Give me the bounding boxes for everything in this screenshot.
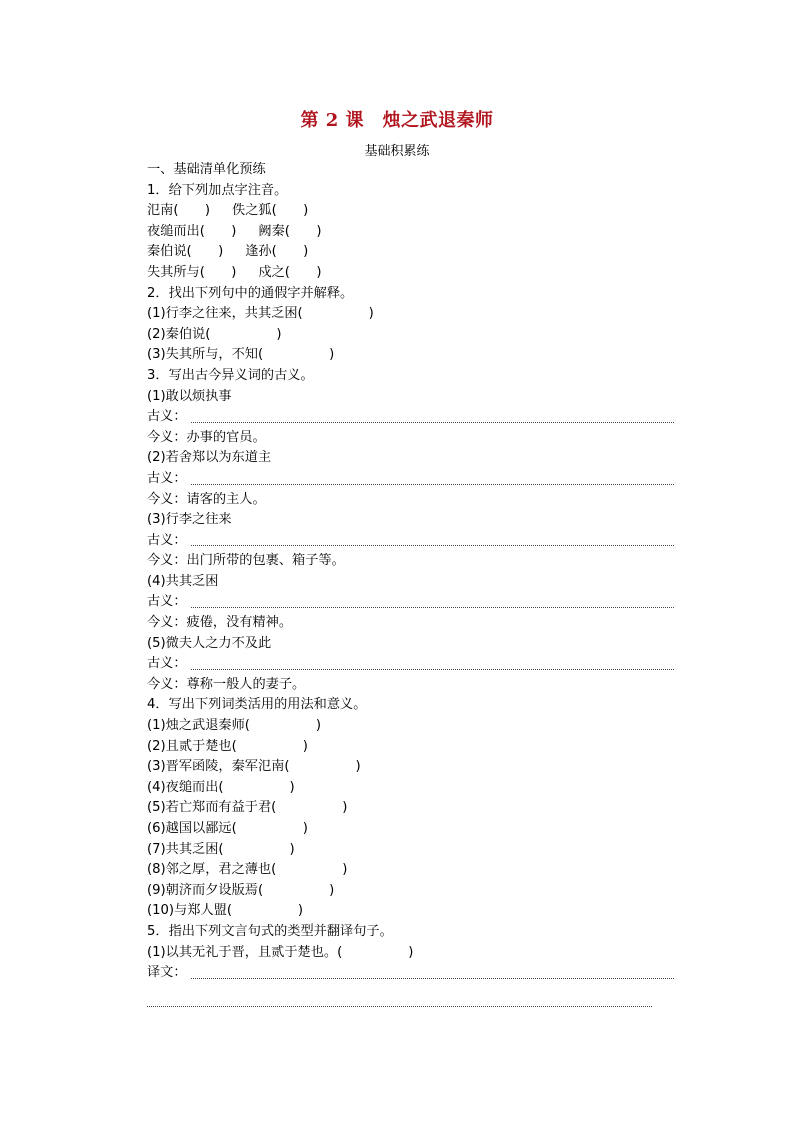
- question-item[interactable]: (9)朝济而夕设版焉( ): [147, 882, 335, 898]
- exercise-content: [147, 160, 674, 984]
- question-4-heading: 4．写出下列词类活用的用法和意义。: [147, 697, 367, 713]
- question-item[interactable]: (2)秦伯说( ): [147, 326, 282, 342]
- section-subtitle: 基础积累练: [364, 144, 430, 159]
- question-1-heading: 1．给下列加点字注音。: [147, 182, 288, 198]
- phrase: (3)行李之往来: [147, 512, 232, 528]
- question-item[interactable]: (6)越国以鄙远( ): [147, 821, 308, 836]
- answer-line[interactable]: [147, 654, 674, 675]
- answer-line[interactable]: [147, 592, 674, 613]
- ancient-label: 古义：: [147, 594, 187, 610]
- question-item[interactable]: (10)与郑人盟( ): [147, 903, 304, 919]
- pinyin-item[interactable]: 失其所与( ): [147, 264, 237, 280]
- question-item[interactable]: (7)共其乏困( ): [147, 841, 295, 857]
- pinyin-row: [147, 242, 674, 263]
- question-item[interactable]: (1)以其无礼于晋，且贰于楚也。( ): [147, 944, 414, 960]
- pinyin-item[interactable]: 氾南( ): [147, 203, 211, 219]
- question-5-heading: 5．指出下列文言句式的类型并翻译句子。: [147, 923, 393, 939]
- question-item[interactable]: (1)行李之往来，共其乏困( ): [147, 306, 374, 322]
- pinyin-item[interactable]: 佚之狐( ): [232, 203, 309, 219]
- pinyin-item[interactable]: 夜缒而出( ): [147, 223, 237, 239]
- question-item[interactable]: (1)烛之武退秦师( ): [147, 718, 322, 734]
- question-item[interactable]: (5)若亡郑而有益于君( ): [147, 800, 348, 816]
- modern-meaning: 今义：疲倦，没有精神。: [147, 615, 293, 631]
- pinyin-row: [147, 263, 674, 284]
- translation-label: 译文：: [147, 965, 187, 981]
- pinyin-row: [147, 201, 674, 222]
- ancient-label: 古义：: [147, 409, 187, 425]
- ancient-label: 古义：: [147, 656, 187, 672]
- phrase: (5)微夫人之力不及此: [147, 635, 272, 651]
- pinyin-item[interactable]: 阙秦( ): [258, 223, 322, 239]
- page-title: 第 2 课 烛之武退秦师: [300, 110, 494, 131]
- phrase: (1)敢以烦执事: [147, 388, 232, 404]
- question-3-heading: 3．写出古今异义词的古义。: [147, 367, 314, 383]
- question-item[interactable]: (3)晋军函陵，秦军氾南( ): [147, 759, 361, 775]
- modern-meaning: 今义：请客的主人。: [147, 491, 266, 507]
- answer-line[interactable]: [147, 469, 674, 490]
- ancient-label: 古义：: [147, 470, 187, 486]
- answer-line[interactable]: [147, 531, 674, 552]
- part-heading: 一、基础清单化预练: [147, 162, 266, 177]
- question-2-heading: 2．找出下列句中的通假字并解释。: [147, 285, 354, 301]
- question-item[interactable]: (3)失其所与，不知( ): [147, 347, 335, 363]
- phrase: (4)共其乏困: [147, 573, 219, 589]
- question-item[interactable]: (8)邻之厚，君之薄也( ): [147, 862, 348, 878]
- modern-meaning: 今义：办事的官员。: [147, 429, 266, 445]
- pinyin-item[interactable]: 戍之( ): [258, 264, 322, 280]
- ancient-label: 古义：: [147, 532, 187, 548]
- pinyin-item[interactable]: 秦伯说( ): [147, 244, 224, 260]
- pinyin-item[interactable]: 逢孙( ): [245, 244, 309, 260]
- question-item[interactable]: (2)且贰于楚也( ): [147, 738, 308, 754]
- modern-meaning: 今义：尊称一般人的妻子。: [147, 676, 306, 692]
- phrase: (2)若舍郑以为东道主: [147, 450, 272, 466]
- answer-line[interactable]: [147, 407, 674, 428]
- question-item[interactable]: (4)夜缒而出( ): [147, 779, 295, 795]
- answer-continuation-line[interactable]: [147, 1006, 652, 1007]
- modern-meaning: 今义：出门所带的包裹、箱子等。: [147, 553, 345, 569]
- pinyin-row: [147, 222, 674, 243]
- translation-line[interactable]: [147, 963, 674, 984]
